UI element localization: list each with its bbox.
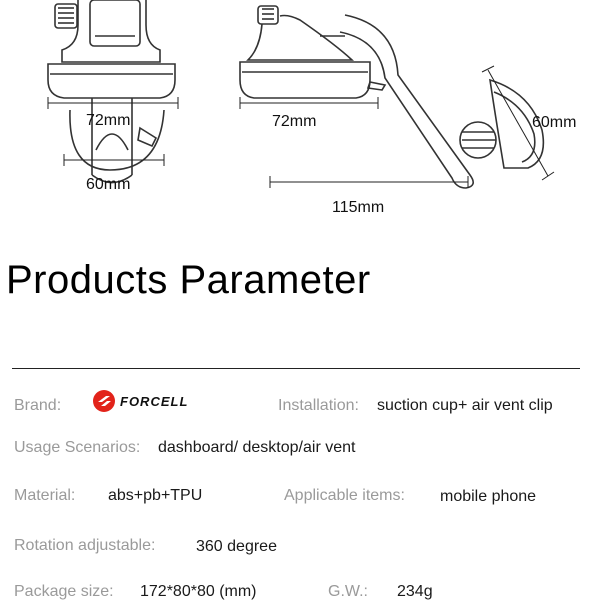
package-value: 172*80*80 (mm): [140, 583, 257, 600]
material-value: abs+pb+TPU: [108, 487, 203, 504]
usage-label: Usage Scenarios:: [14, 439, 141, 456]
front-base-dimension: 60mm: [86, 176, 131, 193]
rotation-value: 360 degree: [196, 538, 277, 555]
head-diameter-dimension: 60mm: [532, 114, 577, 131]
installation-label: Installation:: [278, 397, 359, 414]
front-view-drawing: [48, 0, 175, 183]
brand-label: Brand:: [14, 397, 62, 414]
applicable-label: Applicable items:: [284, 487, 405, 504]
installation-value: suction cup+ air vent clip: [377, 397, 553, 414]
side-width-dimension: 72mm: [272, 113, 317, 130]
side-view-drawing: [240, 6, 543, 188]
front-width-dimension: 72mm: [86, 112, 131, 129]
page-title: Products Parameter: [6, 258, 371, 302]
usage-value: dashboard/ desktop/air vent: [158, 439, 356, 456]
svg-text:FORCELL: FORCELL: [120, 394, 189, 409]
applicable-value: mobile phone: [440, 488, 537, 505]
gw-label: G.W.:: [328, 583, 368, 600]
forcell-logo: [92, 389, 218, 413]
length-dimension: 115mm: [332, 199, 385, 216]
package-label: Package size:: [14, 583, 114, 600]
front-dimension-lines: [48, 97, 178, 166]
rotation-label: Rotation adjustable:: [14, 537, 156, 554]
material-label: Material:: [14, 487, 76, 504]
gw-value: 234g: [397, 583, 433, 600]
divider: [12, 368, 580, 369]
